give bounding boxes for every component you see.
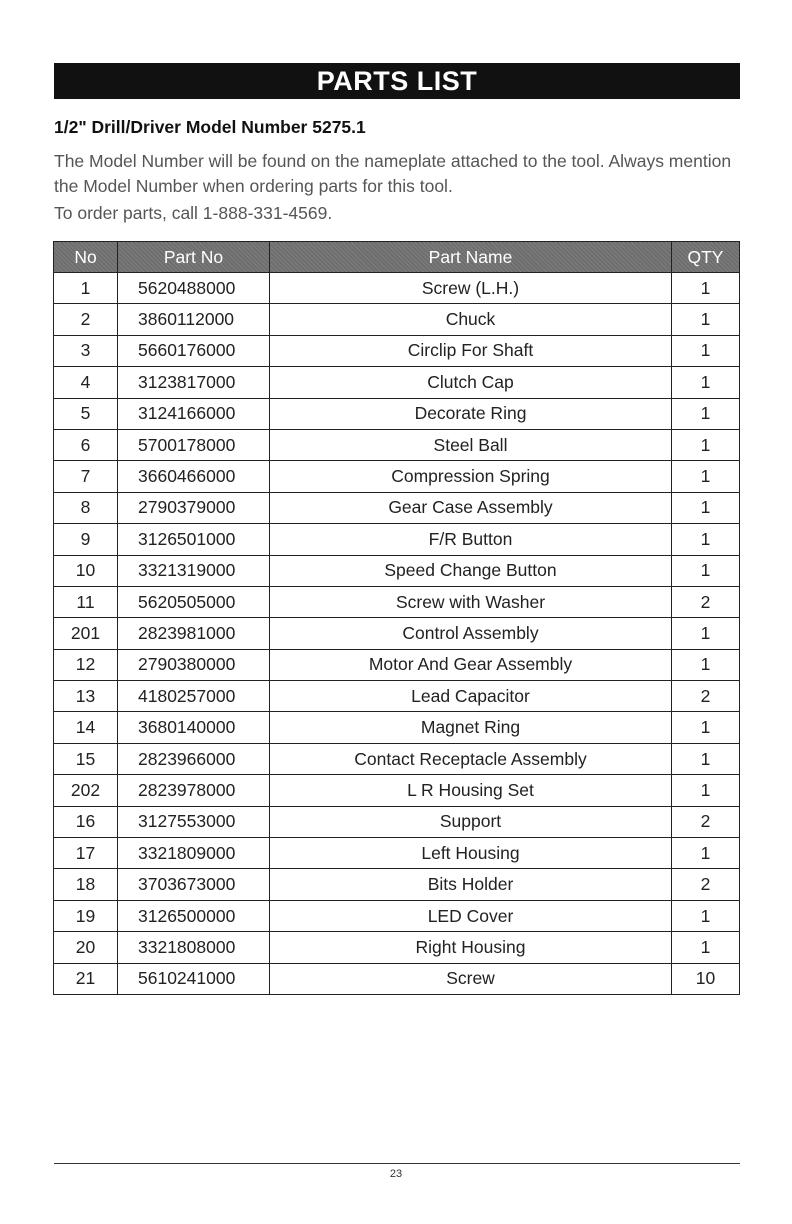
- cell-part-name: Screw with Washer: [270, 586, 672, 617]
- cell-no: 5: [54, 398, 118, 429]
- cell-part-no: 5660176000: [118, 335, 270, 366]
- cell-part-no: 5620505000: [118, 586, 270, 617]
- model-heading: 1/2" Drill/Driver Model Number 5275.1: [54, 117, 366, 137]
- cell-part-name: F/R Button: [270, 524, 672, 555]
- cell-qty: 1: [672, 932, 740, 963]
- table-row: [54, 461, 740, 492]
- cell-part-name: Bits Holder: [270, 869, 672, 900]
- table-row: [54, 806, 740, 837]
- cell-part-no: 3124166000: [118, 398, 270, 429]
- cell-qty: 1: [672, 461, 740, 492]
- header-qty: QTY: [672, 242, 740, 273]
- cell-qty: 10: [672, 963, 740, 994]
- cell-part-no: 3860112000: [118, 304, 270, 335]
- table-row: [54, 555, 740, 586]
- cell-part-no: 2790379000: [118, 492, 270, 523]
- table-row: [54, 398, 740, 429]
- cell-no: 21: [54, 963, 118, 994]
- footer-divider: [54, 1163, 740, 1164]
- cell-part-name: Clutch Cap: [270, 367, 672, 398]
- order-phone-text: To order parts, call 1-888-331-4569.: [54, 203, 333, 223]
- cell-part-no: 3123817000: [118, 367, 270, 398]
- cell-no: 9: [54, 524, 118, 555]
- table-row: [54, 900, 740, 931]
- table-row: [54, 712, 740, 743]
- cell-part-no: 5700178000: [118, 429, 270, 460]
- cell-part-name: Screw: [270, 963, 672, 994]
- table-row: [54, 775, 740, 806]
- cell-part-name: Screw (L.H.): [270, 273, 672, 304]
- cell-part-no: 2790380000: [118, 649, 270, 680]
- cell-no: 2: [54, 304, 118, 335]
- cell-part-name: Motor And Gear Assembly: [270, 649, 672, 680]
- cell-no: 11: [54, 586, 118, 617]
- cell-part-no: 5620488000: [118, 273, 270, 304]
- cell-qty: 1: [672, 555, 740, 586]
- cell-qty: 1: [672, 429, 740, 460]
- cell-no: 3: [54, 335, 118, 366]
- cell-qty: 1: [672, 712, 740, 743]
- cell-part-name: Contact Receptacle Assembly: [270, 743, 672, 774]
- cell-no: 4: [54, 367, 118, 398]
- cell-part-name: Lead Capacitor: [270, 681, 672, 712]
- cell-no: 18: [54, 869, 118, 900]
- cell-part-no: 2823978000: [118, 775, 270, 806]
- table-row: [54, 429, 740, 460]
- table-row: [54, 649, 740, 680]
- cell-no: 1: [54, 273, 118, 304]
- table-row: [54, 304, 740, 335]
- cell-qty: 1: [672, 775, 740, 806]
- cell-no: 17: [54, 838, 118, 869]
- cell-no: 8: [54, 492, 118, 523]
- cell-part-no: 3321809000: [118, 838, 270, 869]
- cell-part-no: 5610241000: [118, 963, 270, 994]
- cell-no: 13: [54, 681, 118, 712]
- cell-no: 202: [54, 775, 118, 806]
- cell-part-name: Right Housing: [270, 932, 672, 963]
- cell-no: 12: [54, 649, 118, 680]
- table-row: [54, 367, 740, 398]
- cell-part-name: Left Housing: [270, 838, 672, 869]
- cell-no: 20: [54, 932, 118, 963]
- cell-qty: 1: [672, 492, 740, 523]
- parts-table: [53, 241, 740, 995]
- table-row: [54, 932, 740, 963]
- cell-part-name: L R Housing Set: [270, 775, 672, 806]
- table-row: [54, 335, 740, 366]
- cell-qty: 1: [672, 743, 740, 774]
- cell-qty: 2: [672, 806, 740, 837]
- cell-part-no: 3127553000: [118, 806, 270, 837]
- header-part-name: Part Name: [270, 242, 672, 273]
- cell-part-name: Support: [270, 806, 672, 837]
- header-no: No: [54, 242, 118, 273]
- cell-part-name: Steel Ball: [270, 429, 672, 460]
- cell-no: 6: [54, 429, 118, 460]
- cell-part-no: 3703673000: [118, 869, 270, 900]
- table-row: [54, 586, 740, 617]
- cell-part-name: Gear Case Assembly: [270, 492, 672, 523]
- table-header-row: [54, 242, 740, 273]
- cell-qty: 1: [672, 649, 740, 680]
- cell-qty: 1: [672, 335, 740, 366]
- cell-qty: 2: [672, 869, 740, 900]
- table-row: [54, 681, 740, 712]
- parts-table-body: [54, 273, 740, 995]
- cell-part-name: Speed Change Button: [270, 555, 672, 586]
- cell-no: 14: [54, 712, 118, 743]
- page-number: 23: [389, 1168, 403, 1180]
- cell-part-no: 3321319000: [118, 555, 270, 586]
- table-row: [54, 273, 740, 304]
- table-row: [54, 492, 740, 523]
- table-row: [54, 838, 740, 869]
- cell-no: 201: [54, 618, 118, 649]
- cell-no: 15: [54, 743, 118, 774]
- cell-part-name: Decorate Ring: [270, 398, 672, 429]
- table-row: [54, 743, 740, 774]
- table-row: [54, 618, 740, 649]
- cell-part-no: 2823966000: [118, 743, 270, 774]
- cell-part-no: 3660466000: [118, 461, 270, 492]
- table-row: [54, 963, 740, 994]
- cell-qty: 1: [672, 398, 740, 429]
- cell-part-name: Control Assembly: [270, 618, 672, 649]
- cell-no: 10: [54, 555, 118, 586]
- table-row: [54, 869, 740, 900]
- cell-part-no: 3321808000: [118, 932, 270, 963]
- cell-qty: 2: [672, 681, 740, 712]
- cell-qty: 1: [672, 367, 740, 398]
- cell-part-no: 3126501000: [118, 524, 270, 555]
- cell-part-no: 2823981000: [118, 618, 270, 649]
- cell-no: 7: [54, 461, 118, 492]
- page-title: PARTS LIST: [316, 65, 478, 96]
- cell-no: 16: [54, 806, 118, 837]
- cell-part-no: 4180257000: [118, 681, 270, 712]
- cell-qty: 1: [672, 900, 740, 931]
- cell-qty: 1: [672, 304, 740, 335]
- cell-part-name: Magnet Ring: [270, 712, 672, 743]
- cell-qty: 1: [672, 273, 740, 304]
- cell-qty: 1: [672, 838, 740, 869]
- cell-part-no: 3680140000: [118, 712, 270, 743]
- cell-qty: 1: [672, 524, 740, 555]
- cell-qty: 2: [672, 586, 740, 617]
- intro-paragraph: The Model Number will be found on the nameplate attached to the tool. Always mention the Model Number when ordering parts for this tool.: [54, 151, 732, 196]
- cell-qty: 1: [672, 618, 740, 649]
- cell-part-name: Chuck: [270, 304, 672, 335]
- cell-no: 19: [54, 900, 118, 931]
- table-row: [54, 524, 740, 555]
- cell-part-no: 3126500000: [118, 900, 270, 931]
- page-title-banner: [54, 63, 740, 99]
- header-part-no: Part No: [118, 242, 270, 273]
- cell-part-name: LED Cover: [270, 900, 672, 931]
- cell-part-name: Compression Spring: [270, 461, 672, 492]
- cell-part-name: Circlip For Shaft: [270, 335, 672, 366]
